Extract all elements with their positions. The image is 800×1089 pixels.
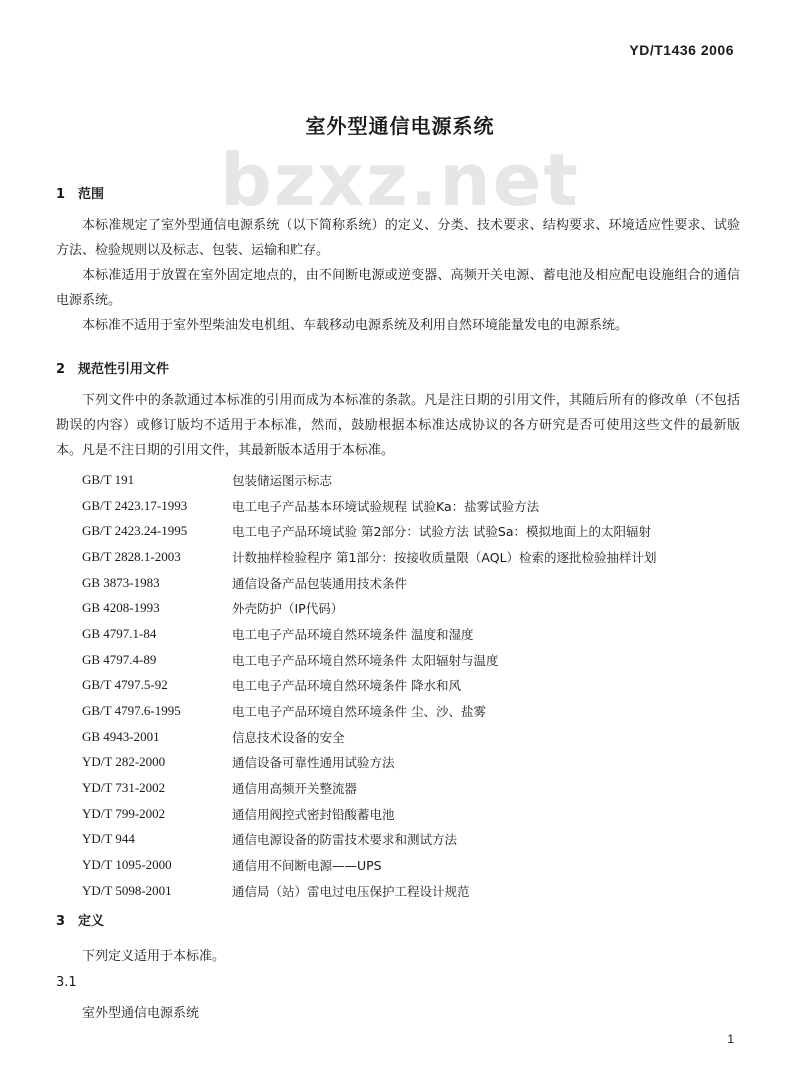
reference-title: 电工电子产品环境自然环境条件 降水和风 bbox=[232, 678, 461, 694]
reference-item bbox=[82, 827, 752, 853]
section-heading-references bbox=[56, 358, 169, 377]
section-heading-scope bbox=[56, 183, 104, 202]
reference-item bbox=[82, 724, 752, 750]
reference-code: YD/T 944 bbox=[82, 831, 135, 847]
reference-title: 电工电子产品环境自然环境条件 尘、沙、盐雾 bbox=[232, 704, 486, 720]
reference-item bbox=[82, 673, 752, 699]
reference-item bbox=[82, 595, 752, 621]
reference-title: 通信用高频开关整流器 bbox=[232, 781, 358, 797]
standard-code: YD/T1436 2006 bbox=[629, 42, 734, 58]
scope-paragraph-2: 本标准适用于放置在室外固定地点的，由不间断电源或逆变器、高频开关电源、蓄电池及相应配电设施组合的通信电源系统。 bbox=[56, 268, 740, 308]
reference-item bbox=[82, 801, 752, 827]
reference-title: 计数抽样检验程序 第1部分：按接收质量限（AQL）检索的逐批检验抽样计划 bbox=[232, 549, 657, 565]
reference-code: YD/T 731-2002 bbox=[82, 780, 166, 796]
section-number: 3 bbox=[56, 914, 66, 929]
reference-title: 通信设备可靠性通用试验方法 bbox=[232, 755, 395, 771]
section-title: 定义 bbox=[78, 914, 105, 929]
clause-term: 室外型通信电源系统 bbox=[82, 1006, 200, 1021]
watermark: bzxz.net bbox=[220, 138, 580, 222]
reference-code: GB/T 2423.24-1995 bbox=[82, 523, 188, 539]
references-intro: 下列文件中的条款通过本标准的引用而成为本标准的条款。凡是注日期的引用文件，其随后所有的修改单（不包括勘误的内容）或修订版均不适用于本标准，然而，鼓励根据本标准达成协议的各方研究是否可使用这些文件的最新版本。凡是不注日期的引用文件，其最新版本适用于本标准。 bbox=[56, 393, 740, 458]
reference-title: 通信用不间断电源——UPS bbox=[232, 858, 382, 874]
reference-code: YD/T 5098-2001 bbox=[82, 882, 172, 898]
reference-code: YD/T 1095-2000 bbox=[82, 857, 172, 873]
reference-code: GB 3873-1983 bbox=[82, 574, 160, 590]
reference-item bbox=[82, 852, 752, 878]
reference-item bbox=[82, 878, 752, 904]
reference-code: YD/T 282-2000 bbox=[82, 754, 166, 770]
reference-title: 通信用阀控式密封铅酸蓄电池 bbox=[232, 806, 395, 822]
reference-title: 外壳防护（IP代码） bbox=[232, 601, 344, 617]
section-title: 规范性引用文件 bbox=[78, 362, 170, 377]
reference-title: 电工电子产品环境自然环境条件 温度和湿度 bbox=[232, 626, 474, 642]
reference-item bbox=[82, 493, 752, 519]
reference-code: GB/T 2423.17-1993 bbox=[82, 497, 188, 513]
reference-title: 电工电子产品环境自然环境条件 太阳辐射与温度 bbox=[232, 652, 499, 668]
scope-paragraph-3: 本标准不适用于室外型柴油发电机组、车载移动电源系统及利用自然环境能量发电的电源系统。 bbox=[82, 318, 629, 333]
reference-code: GB 4208-1993 bbox=[82, 600, 160, 616]
section-title: 范围 bbox=[78, 187, 105, 202]
reference-code: YD/T 799-2002 bbox=[82, 805, 166, 821]
reference-item bbox=[82, 621, 752, 647]
reference-title: 通信设备产品包装通用技术条件 bbox=[232, 575, 408, 591]
reference-title: 电工电子产品基本环境试验规程 试验Ka：盐雾试验方法 bbox=[232, 498, 540, 514]
reference-code: GB/T 4797.5-92 bbox=[82, 677, 168, 693]
reference-item bbox=[82, 467, 752, 493]
reference-title: 信息技术设备的安全 bbox=[232, 729, 345, 745]
reference-code: GB 4943-2001 bbox=[82, 728, 160, 744]
reference-list bbox=[82, 467, 752, 904]
definitions-intro: 下列定义适用于本标准。 bbox=[82, 949, 226, 964]
reference-code: GB/T 2828.1-2003 bbox=[82, 548, 181, 564]
reference-item bbox=[82, 647, 752, 673]
reference-code: GB/T 4797.6-1995 bbox=[82, 703, 181, 719]
reference-item bbox=[82, 698, 752, 724]
section-number: 2 bbox=[56, 362, 66, 377]
section-heading-definitions bbox=[56, 910, 104, 929]
reference-title: 包装储运图示标志 bbox=[232, 472, 333, 488]
section-number: 1 bbox=[56, 187, 66, 202]
document-title: 室外型通信电源系统 bbox=[305, 114, 495, 138]
reference-item bbox=[82, 750, 752, 776]
reference-item bbox=[82, 570, 752, 596]
reference-code: GB/T 191 bbox=[82, 471, 135, 487]
reference-item bbox=[82, 544, 752, 570]
clause-number: 3.1 bbox=[56, 975, 77, 990]
reference-code: GB 4797.1-84 bbox=[82, 625, 157, 641]
reference-title: 通信电源设备的防雷技术要求和测试方法 bbox=[232, 832, 458, 848]
reference-item bbox=[82, 775, 752, 801]
scope-paragraph-1: 本标准规定了室外型通信电源系统（以下简称系统）的定义、分类、技术要求、结构要求、环境适应性要求、试验方法、检验规则以及标志、包装、运输和贮存。 bbox=[56, 218, 740, 258]
reference-title: 通信局（站）雷电过电压保护工程设计规范 bbox=[232, 883, 470, 899]
reference-item bbox=[82, 518, 752, 544]
reference-title: 电工电子产品环境试验 第2部分：试验方法 试验Sa：模拟地面上的太阳辐射 bbox=[232, 524, 651, 540]
reference-code: GB 4797.4-89 bbox=[82, 651, 157, 667]
page-mark: 1 bbox=[727, 1032, 734, 1046]
